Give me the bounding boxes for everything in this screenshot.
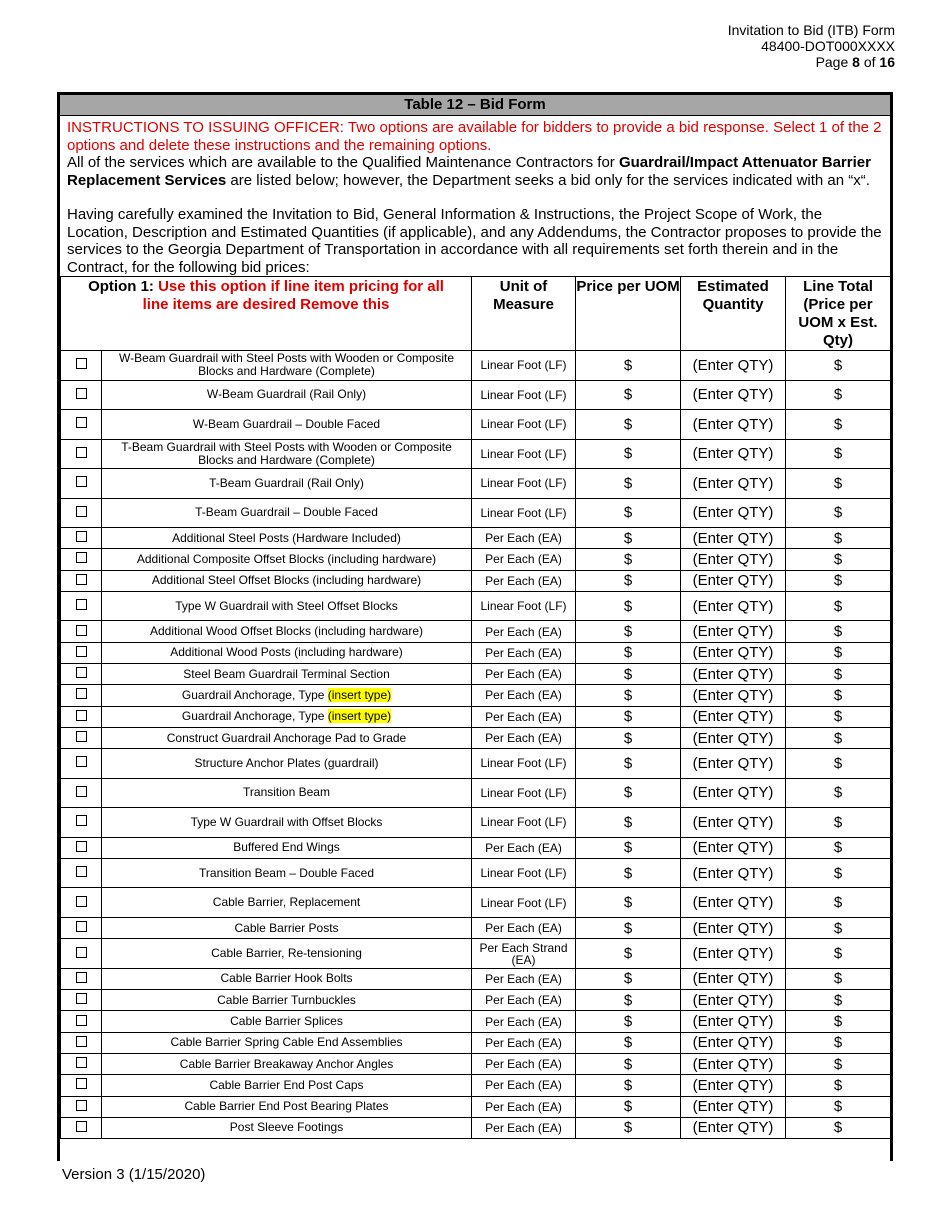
- price-per-uom[interactable]: $: [576, 549, 681, 570]
- estimated-quantity[interactable]: (Enter QTY): [681, 990, 786, 1011]
- price-header: Price per UOM: [576, 277, 681, 351]
- estimated-quantity[interactable]: (Enter QTY): [681, 706, 786, 727]
- item-description: W-Beam Guardrail (Rail Only): [102, 380, 472, 410]
- table-row: [61, 837, 891, 858]
- table-row: [61, 570, 891, 591]
- price-per-uom[interactable]: $: [576, 498, 681, 528]
- price-per-uom[interactable]: $: [576, 1117, 681, 1138]
- price-per-uom[interactable]: $: [576, 410, 681, 440]
- price-per-uom[interactable]: $: [576, 380, 681, 410]
- table-row: [61, 858, 891, 888]
- table-row: [61, 549, 891, 570]
- table-row: [61, 1117, 891, 1138]
- item-description: Cable Barrier Splices: [102, 1011, 472, 1032]
- line-total[interactable]: $: [786, 1117, 891, 1138]
- checkbox-icon[interactable]: [76, 1078, 87, 1089]
- unit-of-measure: Per Each (EA): [472, 917, 576, 938]
- table-row: [61, 939, 891, 969]
- price-per-uom[interactable]: $: [576, 778, 681, 808]
- unit-of-measure: Per Each (EA): [472, 990, 576, 1011]
- line-total[interactable]: $: [786, 410, 891, 440]
- row-checkbox[interactable]: [61, 663, 102, 684]
- services-paragraph: All of the services which are available to the Qualified Maintenance Contractors for Guardrail/Impact Attenuator Barrier Replacement Services are listed below; however, the Department seeks a bid only for the services indicated with an “x“.: [67, 154, 871, 189]
- unit-of-measure: Per Each (EA): [472, 837, 576, 858]
- table-row: [61, 749, 891, 779]
- unit-of-measure: Per Each Strand (EA): [472, 939, 576, 969]
- price-per-uom[interactable]: $: [576, 808, 681, 838]
- checkbox-icon[interactable]: [76, 1121, 87, 1132]
- estimated-quantity[interactable]: (Enter QTY): [681, 1032, 786, 1053]
- table-row: [61, 917, 891, 938]
- issuing-officer-instructions: INSTRUCTIONS TO ISSUING OFFICER: Two options are available for bidders to provide a bid response. Select 1 of the 2 options and delete these instructions and the remaining options.: [67, 119, 882, 154]
- item-description: Additional Wood Posts (including hardware): [102, 642, 472, 663]
- estimated-quantity[interactable]: (Enter QTY): [681, 808, 786, 838]
- line-total[interactable]: $: [786, 727, 891, 748]
- row-checkbox[interactable]: [61, 917, 102, 938]
- item-description: Cable Barrier Hook Bolts: [102, 968, 472, 989]
- row-checkbox[interactable]: [61, 990, 102, 1011]
- table-row: [61, 685, 891, 706]
- row-checkbox[interactable]: [61, 888, 102, 918]
- version-footer: Version 3 (1/15/2020): [62, 1166, 206, 1183]
- unit-of-measure: Per Each (EA): [472, 727, 576, 748]
- estimated-quantity[interactable]: (Enter QTY): [681, 469, 786, 499]
- line-total[interactable]: $: [786, 1096, 891, 1117]
- line-total[interactable]: $: [786, 778, 891, 808]
- row-checkbox[interactable]: [61, 1096, 102, 1117]
- item-description: Additional Composite Offset Blocks (including hardware): [102, 549, 472, 570]
- price-per-uom[interactable]: $: [576, 1032, 681, 1053]
- line-total[interactable]: $: [786, 380, 891, 410]
- line-total[interactable]: $: [786, 968, 891, 989]
- line-total[interactable]: $: [786, 498, 891, 528]
- unit-of-measure: Per Each (EA): [472, 1096, 576, 1117]
- item-description: Cable Barrier End Post Bearing Plates: [102, 1096, 472, 1117]
- price-per-uom[interactable]: $: [576, 528, 681, 549]
- line-total[interactable]: $: [786, 528, 891, 549]
- row-checkbox[interactable]: [61, 1011, 102, 1032]
- row-checkbox[interactable]: [61, 1032, 102, 1053]
- line-total[interactable]: $: [786, 685, 891, 706]
- item-description: Construct Guardrail Anchorage Pad to Grade: [102, 727, 472, 748]
- insert-type-placeholder: (insert type): [327, 709, 392, 724]
- table-row: [61, 1075, 891, 1096]
- row-checkbox[interactable]: [61, 939, 102, 969]
- price-per-uom[interactable]: $: [576, 1011, 681, 1032]
- price-per-uom[interactable]: $: [576, 939, 681, 969]
- line-total[interactable]: $: [786, 621, 891, 642]
- item-description: Additional Wood Offset Blocks (including hardware): [102, 621, 472, 642]
- estimated-quantity[interactable]: (Enter QTY): [681, 570, 786, 591]
- row-checkbox[interactable]: [61, 380, 102, 410]
- unit-of-measure: Linear Foot (LF): [472, 808, 576, 838]
- checkbox-icon[interactable]: [76, 574, 87, 585]
- item-description: Transition Beam – Double Faced: [102, 858, 472, 888]
- row-checkbox[interactable]: [61, 621, 102, 642]
- checkbox-icon[interactable]: [76, 896, 87, 907]
- intro-text: [60, 116, 890, 276]
- line-total[interactable]: $: [786, 1053, 891, 1074]
- checkbox-icon[interactable]: [76, 786, 87, 797]
- price-per-uom[interactable]: $: [576, 749, 681, 779]
- unit-of-measure: Per Each (EA): [472, 1011, 576, 1032]
- item-description: Type W Guardrail with Steel Offset Blocks: [102, 591, 472, 621]
- unit-of-measure: Per Each (EA): [472, 621, 576, 642]
- unit-of-measure: Linear Foot (LF): [472, 469, 576, 499]
- table-row: [61, 808, 891, 838]
- estimated-quantity[interactable]: (Enter QTY): [681, 749, 786, 779]
- item-description: W-Beam Guardrail with Steel Posts with Wooden or Composite Blocks and Hardware (Complete): [102, 351, 472, 381]
- checkbox-icon[interactable]: [76, 947, 87, 958]
- line-total[interactable]: $: [786, 351, 891, 381]
- unit-of-measure: Linear Foot (LF): [472, 778, 576, 808]
- total-header: Line Total (Price per UOM x Est. Qty): [786, 277, 891, 351]
- estimated-quantity[interactable]: (Enter QTY): [681, 727, 786, 748]
- estimated-quantity[interactable]: (Enter QTY): [681, 621, 786, 642]
- unit-of-measure: Linear Foot (LF): [472, 439, 576, 469]
- price-per-uom[interactable]: $: [576, 642, 681, 663]
- estimated-quantity[interactable]: (Enter QTY): [681, 1075, 786, 1096]
- estimated-quantity[interactable]: (Enter QTY): [681, 439, 786, 469]
- estimated-quantity[interactable]: (Enter QTY): [681, 528, 786, 549]
- checkbox-icon[interactable]: [76, 531, 87, 542]
- line-total[interactable]: $: [786, 939, 891, 969]
- table-title: Table 12 – Bid Form: [60, 95, 890, 116]
- estimated-quantity[interactable]: (Enter QTY): [681, 778, 786, 808]
- checkbox-icon[interactable]: [76, 1036, 87, 1047]
- unit-of-measure: Per Each (EA): [472, 642, 576, 663]
- line-total[interactable]: $: [786, 749, 891, 779]
- checkbox-icon[interactable]: [76, 688, 87, 699]
- checkbox-icon[interactable]: [76, 815, 87, 826]
- estimated-quantity[interactable]: (Enter QTY): [681, 498, 786, 528]
- checkbox-icon[interactable]: [76, 921, 87, 932]
- checkbox-icon[interactable]: [76, 731, 87, 742]
- unit-of-measure: Linear Foot (LF): [472, 380, 576, 410]
- table-row: [61, 888, 891, 918]
- item-description: T-Beam Guardrail (Rail Only): [102, 469, 472, 499]
- unit-of-measure: Linear Foot (LF): [472, 858, 576, 888]
- row-checkbox[interactable]: [61, 498, 102, 528]
- row-checkbox[interactable]: [61, 968, 102, 989]
- line-total[interactable]: $: [786, 439, 891, 469]
- row-checkbox[interactable]: [61, 837, 102, 858]
- table-row: [61, 727, 891, 748]
- table-row: [61, 706, 891, 727]
- unit-of-measure: Per Each (EA): [472, 1032, 576, 1053]
- item-description: Cable Barrier Spring Cable End Assemblies: [102, 1032, 472, 1053]
- row-checkbox[interactable]: [61, 1053, 102, 1074]
- line-total[interactable]: $: [786, 1032, 891, 1053]
- table-row: [61, 469, 891, 499]
- line-total[interactable]: $: [786, 888, 891, 918]
- unit-of-measure: Per Each (EA): [472, 1075, 576, 1096]
- unit-of-measure: Per Each (EA): [472, 706, 576, 727]
- form-number: 48400-DOT000XXXX: [761, 38, 895, 54]
- line-total[interactable]: $: [786, 808, 891, 838]
- row-checkbox[interactable]: [61, 1075, 102, 1096]
- unit-of-measure: Per Each (EA): [472, 685, 576, 706]
- price-per-uom[interactable]: $: [576, 351, 681, 381]
- item-description: Cable Barrier, Replacement: [102, 888, 472, 918]
- price-per-uom[interactable]: $: [576, 439, 681, 469]
- estimated-quantity[interactable]: (Enter QTY): [681, 410, 786, 440]
- item-description: Steel Beam Guardrail Terminal Section: [102, 663, 472, 684]
- price-per-uom[interactable]: $: [576, 663, 681, 684]
- item-description: Type W Guardrail with Offset Blocks: [102, 808, 472, 838]
- price-per-uom[interactable]: $: [576, 621, 681, 642]
- line-total[interactable]: $: [786, 1075, 891, 1096]
- line-total[interactable]: $: [786, 469, 891, 499]
- price-per-uom[interactable]: $: [576, 968, 681, 989]
- checkbox-icon[interactable]: [76, 841, 87, 852]
- line-total[interactable]: $: [786, 990, 891, 1011]
- checkbox-icon[interactable]: [76, 756, 87, 767]
- estimated-quantity[interactable]: (Enter QTY): [681, 858, 786, 888]
- price-per-uom[interactable]: $: [576, 570, 681, 591]
- price-per-uom[interactable]: $: [576, 917, 681, 938]
- page-number: Page 8 of 16: [815, 54, 895, 70]
- item-description: Guardrail Anchorage, Type (insert type): [102, 706, 472, 727]
- row-checkbox[interactable]: [61, 778, 102, 808]
- price-per-uom[interactable]: $: [576, 469, 681, 499]
- item-description: Cable Barrier, Re-tensioning: [102, 939, 472, 969]
- estimated-quantity[interactable]: (Enter QTY): [681, 1053, 786, 1074]
- checkbox-icon[interactable]: [76, 447, 87, 458]
- checkbox-icon[interactable]: [76, 710, 87, 721]
- line-total[interactable]: $: [786, 858, 891, 888]
- item-description: Additional Steel Offset Blocks (including hardware): [102, 570, 472, 591]
- item-description: Transition Beam: [102, 778, 472, 808]
- estimated-quantity[interactable]: (Enter QTY): [681, 837, 786, 858]
- item-description: Cable Barrier Breakaway Anchor Angles: [102, 1053, 472, 1074]
- line-total[interactable]: $: [786, 570, 891, 591]
- row-checkbox[interactable]: [61, 439, 102, 469]
- checkbox-icon[interactable]: [76, 552, 87, 563]
- estimated-quantity[interactable]: (Enter QTY): [681, 939, 786, 969]
- table-row: [61, 968, 891, 989]
- row-checkbox[interactable]: [61, 727, 102, 748]
- unit-of-measure: Linear Foot (LF): [472, 888, 576, 918]
- line-total[interactable]: $: [786, 642, 891, 663]
- checkbox-icon[interactable]: [76, 599, 87, 610]
- row-checkbox[interactable]: [61, 685, 102, 706]
- estimated-quantity[interactable]: (Enter QTY): [681, 685, 786, 706]
- line-total[interactable]: $: [786, 1011, 891, 1032]
- checkbox-icon[interactable]: [76, 506, 87, 517]
- row-checkbox[interactable]: [61, 858, 102, 888]
- item-description: Guardrail Anchorage, Type (insert type): [102, 685, 472, 706]
- estimated-quantity[interactable]: (Enter QTY): [681, 591, 786, 621]
- row-checkbox[interactable]: [61, 1117, 102, 1138]
- table-row: [61, 642, 891, 663]
- line-total[interactable]: $: [786, 549, 891, 570]
- item-description: W-Beam Guardrail – Double Faced: [102, 410, 472, 440]
- row-checkbox[interactable]: [61, 528, 102, 549]
- row-checkbox[interactable]: [61, 591, 102, 621]
- price-per-uom[interactable]: $: [576, 888, 681, 918]
- table-row: [61, 1096, 891, 1117]
- price-per-uom[interactable]: $: [576, 1096, 681, 1117]
- table-row: [61, 380, 891, 410]
- form-title: Invitation to Bid (ITB) Form: [727, 22, 895, 38]
- item-description: Cable Barrier Posts: [102, 917, 472, 938]
- table-row: [61, 778, 891, 808]
- bid-form-table: [57, 92, 893, 1161]
- unit-of-measure: Linear Foot (LF): [472, 410, 576, 440]
- row-checkbox[interactable]: [61, 410, 102, 440]
- item-description: Structure Anchor Plates (guardrail): [102, 749, 472, 779]
- line-total[interactable]: $: [786, 591, 891, 621]
- table-row: [61, 351, 891, 381]
- checkbox-icon[interactable]: [76, 1057, 87, 1068]
- row-checkbox[interactable]: [61, 570, 102, 591]
- row-checkbox[interactable]: [61, 706, 102, 727]
- unit-of-measure: Per Each (EA): [472, 663, 576, 684]
- checkbox-icon[interactable]: [76, 625, 87, 636]
- item-description: T-Beam Guardrail – Double Faced: [102, 498, 472, 528]
- checkbox-icon[interactable]: [76, 388, 87, 399]
- checkbox-icon[interactable]: [76, 1100, 87, 1111]
- checkbox-icon[interactable]: [76, 417, 87, 428]
- table-row: [61, 621, 891, 642]
- estimated-quantity[interactable]: (Enter QTY): [681, 888, 786, 918]
- item-description: Buffered End Wings: [102, 837, 472, 858]
- estimated-quantity[interactable]: (Enter QTY): [681, 917, 786, 938]
- table-row: [61, 498, 891, 528]
- price-per-uom[interactable]: $: [576, 990, 681, 1011]
- estimated-quantity[interactable]: (Enter QTY): [681, 549, 786, 570]
- checkbox-icon[interactable]: [76, 866, 87, 877]
- item-description: Additional Steel Posts (Hardware Included): [102, 528, 472, 549]
- unit-of-measure: Linear Foot (LF): [472, 591, 576, 621]
- row-checkbox[interactable]: [61, 469, 102, 499]
- unit-of-measure: Per Each (EA): [472, 549, 576, 570]
- checkbox-icon[interactable]: [76, 358, 87, 369]
- price-per-uom[interactable]: $: [576, 706, 681, 727]
- unit-of-measure: Per Each (EA): [472, 968, 576, 989]
- checkbox-icon[interactable]: [76, 1015, 87, 1026]
- table-row: [61, 663, 891, 684]
- row-checkbox[interactable]: [61, 808, 102, 838]
- table-row: [61, 1011, 891, 1032]
- row-checkbox[interactable]: [61, 549, 102, 570]
- row-checkbox[interactable]: [61, 351, 102, 381]
- line-total[interactable]: $: [786, 706, 891, 727]
- checkbox-icon[interactable]: [76, 646, 87, 657]
- table-row: [61, 528, 891, 549]
- unit-of-measure: Linear Foot (LF): [472, 351, 576, 381]
- unit-of-measure: Per Each (EA): [472, 528, 576, 549]
- unit-of-measure: Linear Foot (LF): [472, 498, 576, 528]
- price-per-uom[interactable]: $: [576, 837, 681, 858]
- price-per-uom[interactable]: $: [576, 1075, 681, 1096]
- price-per-uom[interactable]: $: [576, 727, 681, 748]
- line-total[interactable]: $: [786, 663, 891, 684]
- estimated-quantity[interactable]: (Enter QTY): [681, 1117, 786, 1138]
- checkbox-icon[interactable]: [76, 667, 87, 678]
- estimated-quantity[interactable]: (Enter QTY): [681, 1011, 786, 1032]
- table-row: [61, 1032, 891, 1053]
- item-description: Cable Barrier End Post Caps: [102, 1075, 472, 1096]
- bid-items-table: [60, 276, 891, 1139]
- estimated-quantity[interactable]: (Enter QTY): [681, 663, 786, 684]
- checkbox-icon[interactable]: [76, 972, 87, 983]
- estimated-quantity[interactable]: (Enter QTY): [681, 968, 786, 989]
- table-row: [61, 410, 891, 440]
- uom-header: Unit of Measure: [472, 277, 576, 351]
- price-per-uom[interactable]: $: [576, 591, 681, 621]
- estimated-quantity[interactable]: (Enter QTY): [681, 1096, 786, 1117]
- page-header: [728, 22, 895, 70]
- estimated-quantity[interactable]: (Enter QTY): [681, 351, 786, 381]
- table-row: [61, 591, 891, 621]
- price-per-uom[interactable]: $: [576, 1053, 681, 1074]
- item-description: T-Beam Guardrail with Steel Posts with Wooden or Composite Blocks and Hardware (Complete): [102, 439, 472, 469]
- row-checkbox[interactable]: [61, 642, 102, 663]
- table-row: [61, 1053, 891, 1074]
- line-total[interactable]: $: [786, 837, 891, 858]
- qty-header: Estimated Quantity: [681, 277, 786, 351]
- unit-of-measure: Per Each (EA): [472, 1117, 576, 1138]
- unit-of-measure: Linear Foot (LF): [472, 749, 576, 779]
- estimated-quantity[interactable]: (Enter QTY): [681, 642, 786, 663]
- item-description: Cable Barrier Turnbuckles: [102, 990, 472, 1011]
- row-checkbox[interactable]: [61, 749, 102, 779]
- table-row: [61, 439, 891, 469]
- price-per-uom[interactable]: $: [576, 858, 681, 888]
- unit-of-measure: Per Each (EA): [472, 570, 576, 591]
- bid-statement-paragraph: Having carefully examined the Invitation to Bid, General Information & Instructions, the Project Scope of Work, the Location, Description and Estimated Quantities (if applicable), and any Addendums, the Contractor proposes to provide the services to the Georgia Department of Transportation in accordance with all requirements set forth therein and in the Contract, for the following bid prices:: [67, 206, 882, 276]
- insert-type-placeholder: (insert type): [327, 687, 392, 702]
- checkbox-icon[interactable]: [76, 476, 87, 487]
- unit-of-measure: Per Each (EA): [472, 1053, 576, 1074]
- line-total[interactable]: $: [786, 917, 891, 938]
- option-header: Option 1: Use this option if line item pricing for all line items are desired Remove this: [61, 277, 472, 351]
- item-description: Post Sleeve Footings: [102, 1117, 472, 1138]
- checkbox-icon[interactable]: [76, 993, 87, 1004]
- estimated-quantity[interactable]: (Enter QTY): [681, 380, 786, 410]
- price-per-uom[interactable]: $: [576, 685, 681, 706]
- table-row: [61, 990, 891, 1011]
